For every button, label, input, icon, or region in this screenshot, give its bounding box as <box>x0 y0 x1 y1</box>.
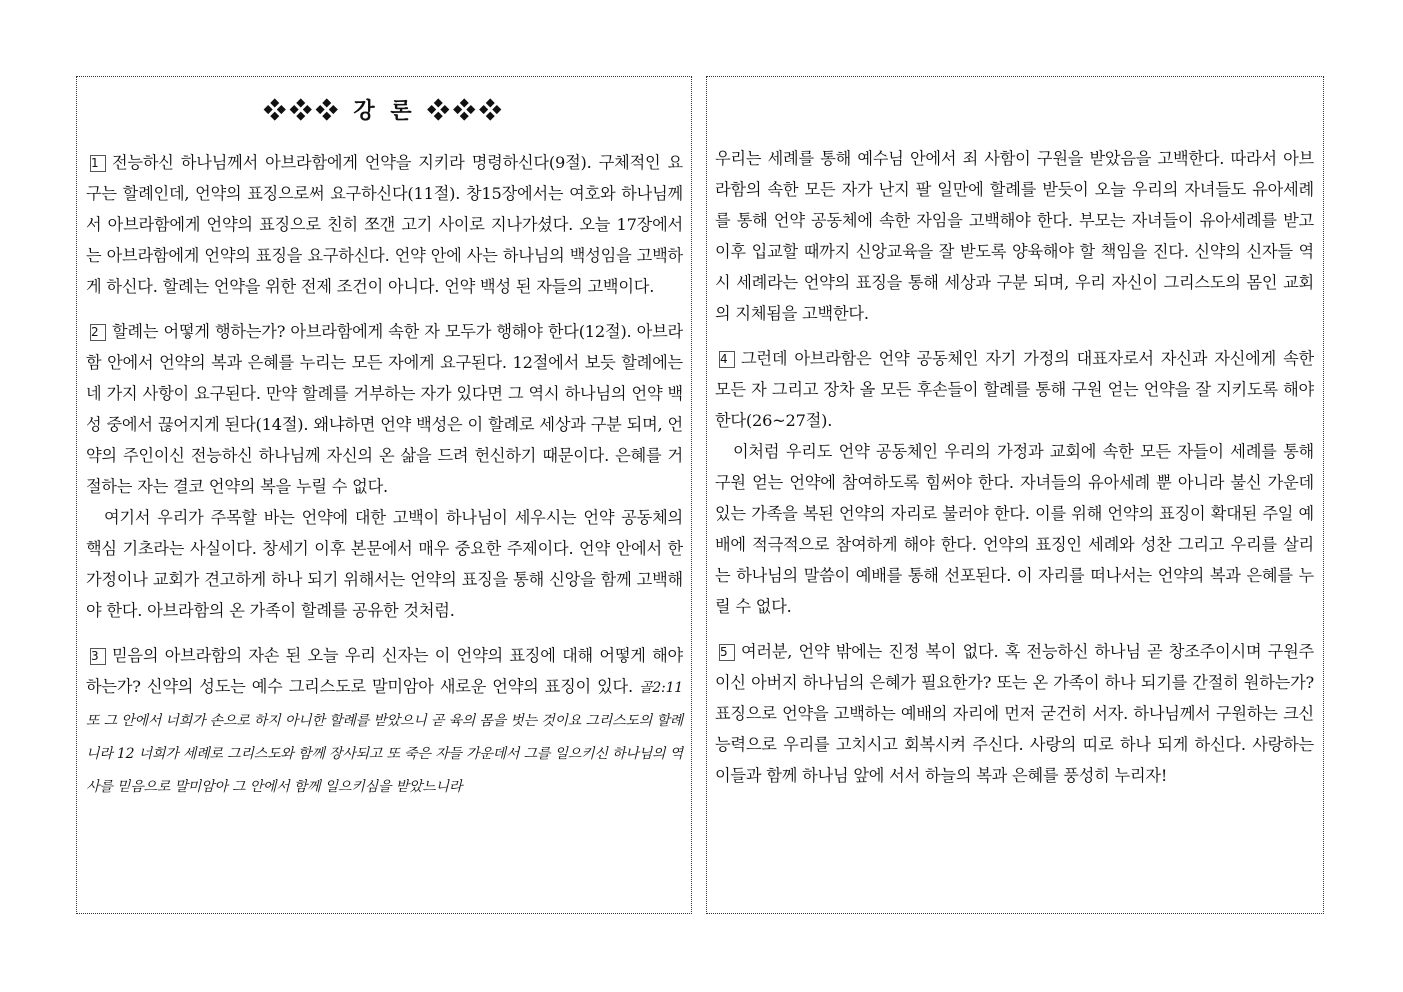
section-1-text: 전능하신 하나님께서 아브라함에게 언약을 지키라 명령하신다(9절). 구체적인 요구는 할례인데, 언약의 표징으로써 요구하신다(11절). 창15장에서는 여호와 하나님께서 아브라함에게 언약의 표징으로 친히 쪼갠 고기 사이로 지나가셨다. 오늘 17장에서는 아브라함에게 언약의 표징을 요구하신다. 언약 안에 사는 하나님의 백성임을 고백하게 하신다. 할례는 언약을 위한 전제 조건이 아니다. 언약 백성 된 자들의 고백이다. <box>86 153 683 296</box>
left-column <box>76 76 692 914</box>
section-4 <box>715 343 1314 436</box>
section-1 <box>86 147 683 302</box>
section-2-paragraph-2: 여기서 우리가 주목할 바는 언약에 대한 고백이 하나님이 세우시는 언약 공동체의 핵심 기초라는 사실이다. 창세기 이후 본문에서 매우 중요한 주제이다. 언약 안에서 한 가정이나 교회가 견고하게 하나 되기 위해서는 언약의 표징을 통해 신앙을 함께 고백해야 한다. 아브라함의 온 가족이 할례를 공유한 것처럼. <box>86 508 683 620</box>
scripture-quote: 골2:11 또 그 안에서 너희가 손으로 하지 아니한 할례를 받았으니 곧 육의 몸을 벗는 것이요 그리스도의 할례니라 12 너희가 세례로 그리스도와 함께 장사되고 또 죽은 자들 가운데서 그를 일으키신 하나님의 역사를 믿음으로 말미암아 그 안에서 함께 일으키심을 받았느니라 <box>86 680 683 795</box>
section-2 <box>86 316 683 502</box>
section-2-text: 할례는 어떻게 행하는가? 아브라함에게 속한 자 모두가 행해야 한다(12절). 아브라함 안에서 언약의 복과 은혜를 누리는 모든 자에게 요구된다. 12절에서 보듯 할례에는 네 가지 사항이 요구된다. 만약 할례를 거부하는 자가 있다면 그 역시 하나님의 언약 백성 중에서 끊어지게 된다(14절). 왜냐하면 언약 백성은 이 할례로 세상과 구분 되며, 언약의 주인이신 전능하신 하나님께 자신의 온 삶을 드려 헌신하기 때문이다. 은혜를 거절하는 자는 결코 언약의 복을 누릴 수 없다. <box>86 322 683 496</box>
section-4-paragraph-2: 이처럼 우리도 언약 공동체인 우리의 가정과 교회에 속한 모든 자들이 세례를 통해 구원 얻는 언약에 참여하도록 힘써야 한다. 자녀들의 유아세례 뿐 아니라 불신 가운데 있는 가족을 복된 언약의 자리로 불러야 한다. 이를 위해 언약의 표징이 확대된 주일 예배에 적극적으로 참여하게 해야 한다. 언약의 표징인 세례와 성찬 그리고 우리를 살리는 하나님의 말씀이 예배를 통해 선포된다. 이 자리를 떠나서는 언약의 복과 은혜를 누릴 수 없다. <box>715 442 1314 616</box>
section-3-continued: 우리는 세례를 통해 예수님 안에서 죄 사함이 구원을 받았음을 고백한다. 따라서 아브라함의 속한 모든 자가 난지 팔 일만에 할례를 받듯이 오늘 우리의 자녀들도 유아세례를 통해 언약 공동체에 속한 자임을 고백해야 한다. 부모는 자녀들이 유아세례를 받고 이후 입교할 때까지 신앙교육을 잘 받도록 양육해야 할 책임을 진다. 신약의 신자들 역시 세례라는 언약의 표징을 통해 세상과 구분 되며, 우리 자신이 그리스도의 몸인 교회의 지체됨을 고백한다. <box>715 149 1314 323</box>
section-4-text: 그런데 아브라함은 언약 공동체인 자기 가정의 대표자로서 자신과 자신에게 속한 모든 자 그리고 장차 올 모든 후손들이 할례를 통해 구원 얻는 언약을 잘 지키도록 해야 한다(26~27절). <box>715 349 1314 430</box>
right-column <box>706 76 1324 914</box>
section-3-text: 믿음의 아브라함의 자손 된 오늘 우리 신자는 이 언약의 표징에 대해 어떻게 해야 하는가? 신약의 성도는 예수 그리스도로 말미암아 새로운 언약의 표징이 있다. <box>86 646 683 696</box>
section-number-5: 5 <box>719 644 735 661</box>
section-number-4: 4 <box>719 351 735 368</box>
page-title: ❖❖❖ 강 론 ❖❖❖ <box>263 98 506 124</box>
section-3 <box>86 640 683 803</box>
section-5-text: 여러분, 언약 밖에는 진정 복이 없다. 혹 전능하신 하나님 곧 창조주이시며 구원주이신 아버지 하나님의 은혜가 필요한가? 또는 온 가족이 하나 되기를 간절히 원하는가? 표징으로 언약을 고백하는 예배의 자리에 먼저 굳건히 서자. 하나님께서 구원하는 크신 능력으로 우리를 고치시고 회복시켜 주신다. 사랑의 띠로 하나 되게 하신다. 사랑하는 이들과 함께 하나님 앞에 서서 하늘의 복과 은혜를 풍성히 누리자! <box>715 642 1314 785</box>
section-number-3: 3 <box>90 648 106 665</box>
section-number-2: 2 <box>90 324 106 341</box>
section-number-1: 1 <box>90 155 106 172</box>
section-5 <box>715 636 1314 791</box>
